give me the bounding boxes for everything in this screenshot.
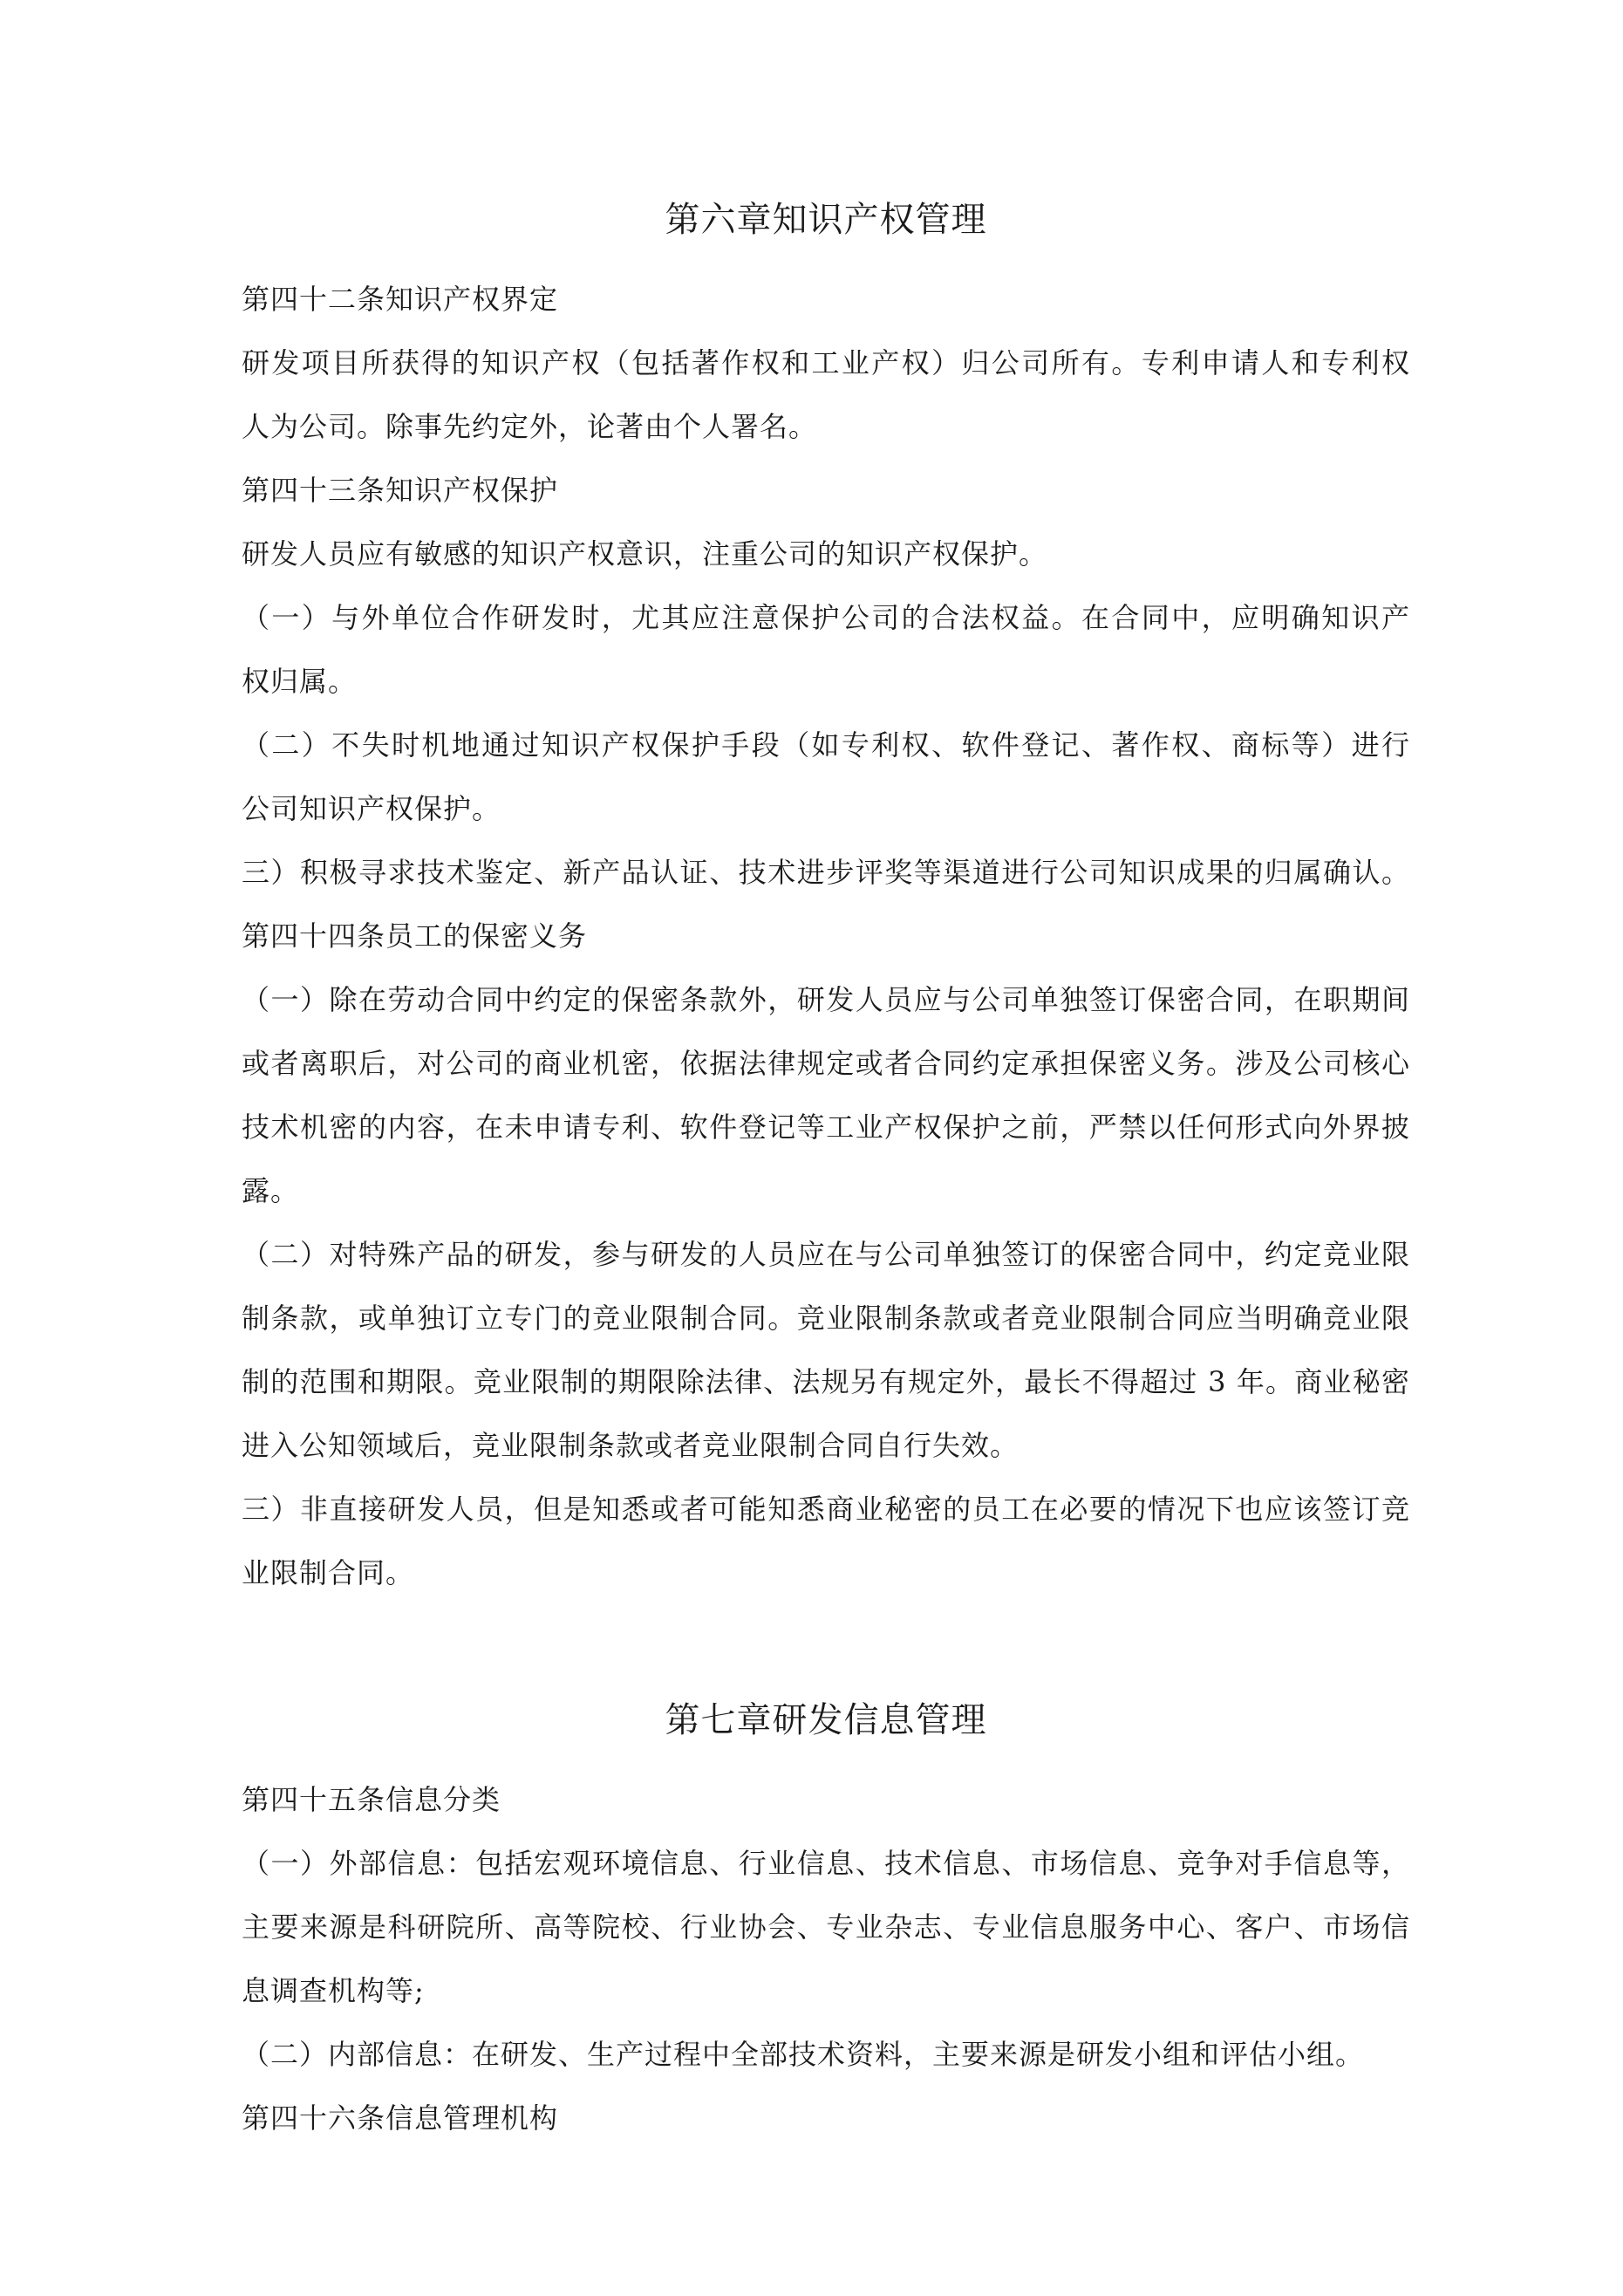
- article-44-heading: 第四十四条员工的保密义务: [242, 919, 588, 953]
- article-46-heading: 第四十六条信息管理机构: [242, 2101, 559, 2135]
- chapter-6-title: 第六章知识产权管理: [665, 200, 987, 240]
- article-43-heading: 第四十三条知识产权保护: [242, 474, 559, 507]
- paragraph-line: 技术机密的内容，在未申请专利、软件登记等工业产权保护之前，严禁以任何形式向外界披: [242, 1110, 1410, 1144]
- paragraph-line: （二）对特殊产品的研发，参与研发的人员应在与公司单独签订的保密合同中，约定竞业限: [242, 1238, 1410, 1271]
- paragraph-line: 露。: [242, 1174, 300, 1207]
- paragraph-line: 权归属。: [242, 665, 358, 698]
- article-45-heading: 第四十五条信息分类: [242, 1783, 501, 1816]
- paragraph-line: 业限制合同。: [242, 1556, 415, 1589]
- paragraph-line: 制的范围和期限。竞业限制的期限除法律、法规另有规定外，最长不得超过 3 年。商业秘密: [242, 1365, 1410, 1398]
- paragraph-line: 研发人员应有敏感的知识产权意识，注重公司的知识产权保护。: [242, 537, 1048, 571]
- paragraph-line: 人为公司。除事先约定外，论著由个人署名。: [242, 410, 818, 443]
- paragraph-line: 公司知识产权保护。: [242, 792, 501, 825]
- paragraph-line: 或者离职后，对公司的商业机密，依据法律规定或者合同约定承担保密义务。涉及公司核心: [242, 1047, 1410, 1080]
- paragraph-line: 制条款，或单独订立专门的竞业限制合同。竞业限制条款或者竞业限制合同应当明确竞业限: [242, 1302, 1410, 1335]
- paragraph-line: 进入公知领域后，竞业限制条款或者竞业限制合同自行失效。: [242, 1429, 1019, 1462]
- paragraph-line: （一）与外单位合作研发时，尤其应注意保护公司的合法权益。在合同中，应明确知识产: [242, 601, 1410, 634]
- paragraph-line: （二）内部信息：在研发、生产过程中全部技术资料，主要来源是研发小组和评估小组。: [242, 2038, 1365, 2071]
- paragraph-line: （一）除在劳动合同中约定的保密条款外，研发人员应与公司单独签订保密合同，在职期间: [242, 983, 1410, 1016]
- paragraph-line: 主要来源是科研院所、高等院校、行业协会、专业杂志、专业信息服务中心、客户、市场信: [242, 1910, 1410, 1944]
- chapter-7-title: 第七章研发信息管理: [665, 1700, 987, 1740]
- article-42-heading: 第四十二条知识产权界定: [242, 283, 559, 316]
- paragraph-line: 三）积极寻求技术鉴定、新产品认证、技术进步评奖等渠道进行公司知识成果的归属确认。: [242, 856, 1410, 889]
- paragraph-line: （一）外部信息：包括宏观环境信息、行业信息、技术信息、市场信息、竞争对手信息等，: [242, 1847, 1410, 1880]
- paragraph-line: 三）非直接研发人员，但是知悉或者可能知悉商业秘密的员工在必要的情况下也应该签订竞: [242, 1493, 1410, 1526]
- paragraph-line: （二）不失时机地通过知识产权保护手段（如专利权、软件登记、著作权、商标等）进行: [242, 728, 1410, 762]
- paragraph-line: 息调查机构等;: [242, 1974, 425, 2007]
- paragraph-line: 研发项目所获得的知识产权（包括著作权和工业产权）归公司所有。专利申请人和专利权: [242, 346, 1410, 379]
